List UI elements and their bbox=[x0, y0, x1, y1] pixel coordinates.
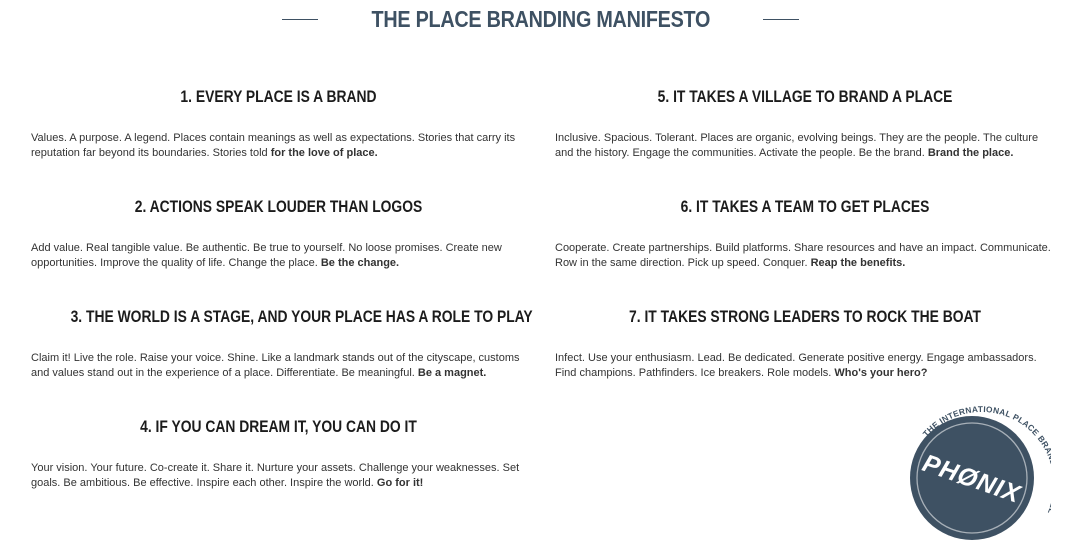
manifesto-item-2 bbox=[31, 198, 526, 271]
item-body-text: Cooperate. Create partnerships. Build platforms. Share resources and have an impact. Communicate. Row in the same direction. Pick up speed. Conquer. bbox=[555, 242, 1051, 269]
logo-wordmark: PHØNIX bbox=[918, 449, 1025, 509]
page-title: THE PLACE BRANDING MANIFESTO bbox=[371, 5, 710, 32]
manifesto-item-5 bbox=[555, 88, 1055, 161]
item-heading: 4. IF YOU CAN DREAM IT, YOU CAN DO IT bbox=[140, 418, 417, 436]
item-body bbox=[31, 461, 526, 491]
manifesto-item-7 bbox=[555, 308, 1055, 381]
item-body-text: Your vision. Your future. Co-create it. Share it. Nurture your assets. Challenge your weaknesses. Set goals. Be ambitious. Be effective. Inspire each other. Inspire the world. bbox=[31, 462, 520, 489]
item-heading: 2. ACTIONS SPEAK LOUDER THAN LOGOS bbox=[134, 198, 423, 216]
item-heading: 6. IT TAKES A TEAM TO GET PLACES bbox=[680, 198, 930, 216]
phonix-logo-svg bbox=[897, 398, 1051, 548]
manifesto-item-4 bbox=[31, 418, 526, 491]
manifesto-item-6 bbox=[555, 198, 1055, 271]
item-body bbox=[555, 241, 1055, 271]
item-body bbox=[31, 241, 526, 271]
item-heading: 5. IT TAKES A VILLAGE TO BRAND A PLACE bbox=[657, 88, 953, 106]
item-emphasis: Brand the place. bbox=[927, 147, 1014, 159]
item-heading: 7. IT TAKES STRONG LEADERS TO ROCK THE BOAT bbox=[629, 308, 981, 326]
manifesto-item-3 bbox=[31, 308, 533, 381]
item-body-text: Values. A purpose. A legend. Places contain meanings as well as expectations. Stories that carry its reputation far beyond its boundaries. Stories told bbox=[31, 132, 516, 159]
item-emphasis: Be the change. bbox=[320, 257, 400, 269]
item-heading: 3. THE WORLD IS A STAGE, AND YOUR PLACE HAS A ROLE TO PLAY bbox=[70, 308, 533, 326]
item-emphasis: Go for it! bbox=[376, 477, 424, 489]
item-body bbox=[31, 351, 526, 381]
logo-ring-text: THE INTERNATIONAL PLACE BR bbox=[920, 403, 1051, 450]
item-body-text: Inclusive. Spacious. Tolerant. Places are organic, evolving beings. They are the people. The culture and the history. Engage the communities. Activate the people. Be the brand. bbox=[555, 132, 1039, 159]
manifesto-item-1 bbox=[31, 88, 526, 161]
item-body bbox=[555, 351, 1055, 381]
item-body bbox=[555, 131, 1055, 161]
title-row bbox=[0, 0, 1081, 38]
item-emphasis: for the love of place. bbox=[270, 147, 378, 159]
phonix-stamp-logo bbox=[897, 398, 1051, 548]
item-heading: 1. EVERY PLACE IS A BRAND bbox=[180, 88, 377, 106]
item-body-text: Claim it! Live the role. Raise your voice. Shine. Like a landmark stands out of the cityscape, customs and values stand out in the experience of a place. Differentiate. Be meaningful. bbox=[31, 352, 520, 379]
item-emphasis: Be a magnet. bbox=[417, 367, 487, 379]
title-left-rule bbox=[282, 19, 318, 20]
item-body bbox=[31, 131, 526, 161]
item-body-text: Add value. Real tangible value. Be authentic. Be true to yourself. No loose promises. Create new opportunities. Improve the quality of life. Change the place. bbox=[31, 242, 502, 269]
title-right-rule bbox=[763, 19, 799, 20]
item-body-text: Infect. Use your enthusiasm. Lead. Be dedicated. Generate positive energy. Engage ambassadors. Find champions. Pathfinders. Ice breakers. Role models. bbox=[555, 352, 1037, 379]
item-emphasis: Who's your hero? bbox=[834, 367, 928, 379]
item-emphasis: Reap the benefits. bbox=[810, 257, 906, 269]
